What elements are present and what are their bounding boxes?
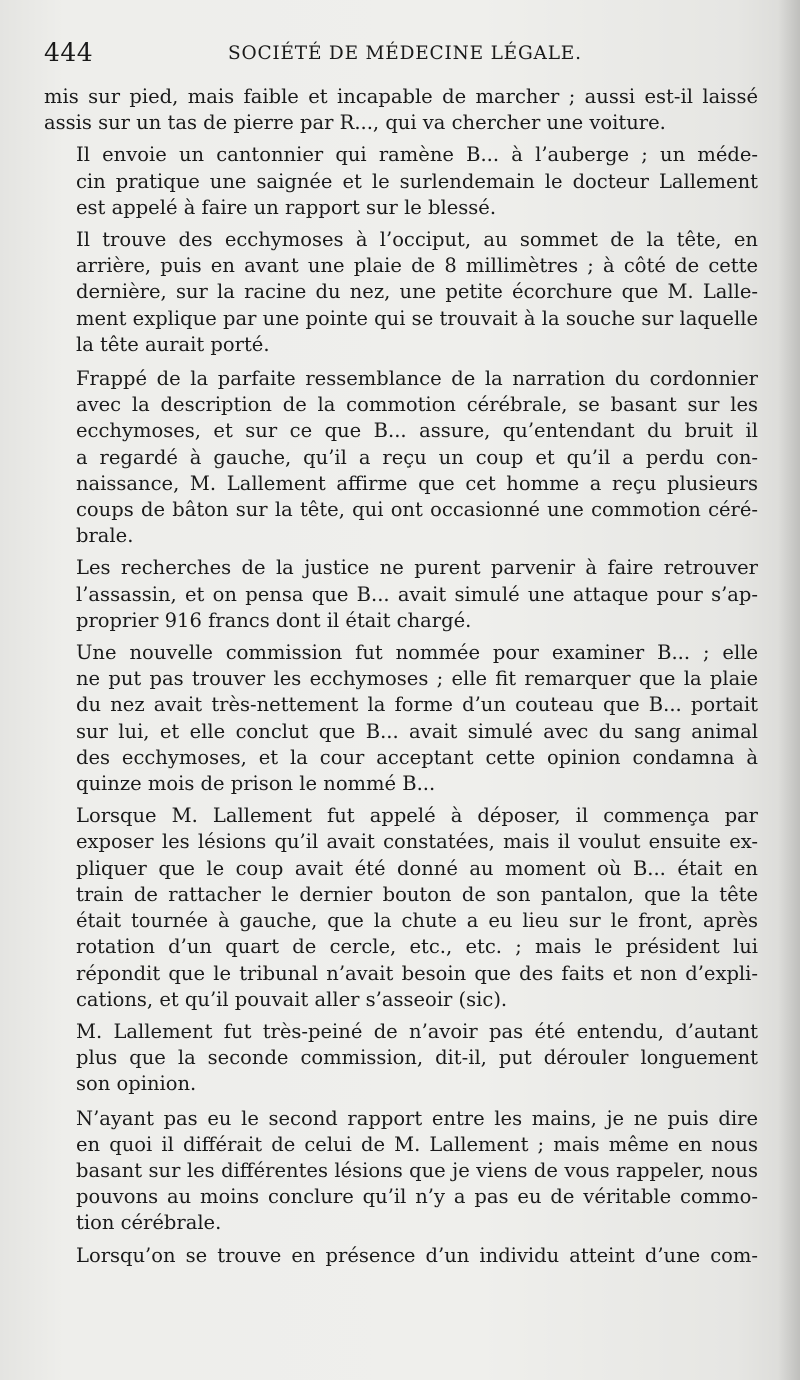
text-line: en quoi il différait de celui de M. Lallement ; mais même en nous <box>76 1132 758 1156</box>
text-line: Lorsque M. Lallement fut appelé à déposer, il commença par <box>76 804 758 828</box>
text-line: sur lui, et elle conclut que B... avait simulé avec du sang animal <box>76 719 758 743</box>
text-line: tion cérébrale. <box>76 1211 222 1235</box>
paragraph <box>44 1243 758 1269</box>
text-line: des ecchymoses, et la cour acceptant cette opinion condamna à <box>76 745 758 769</box>
paragraph <box>44 366 758 549</box>
text-line: brale. <box>76 524 134 548</box>
text-line: répondit que le tribunal n’avait besoin que des faits et non d’expli- <box>76 961 758 985</box>
text-line: Les recherches de la justice ne purent parvenir à faire retrouver <box>76 556 758 580</box>
running-title: SOCIÉTÉ DE MÉDECINE LÉGALE. <box>228 43 582 64</box>
paragraph <box>44 227 758 358</box>
text-line: mis sur pied, mais faible et incapable de marcher ; aussi est-il laissé <box>44 85 758 108</box>
text-line: rotation d’un quart de cercle, etc., etc. ; mais le président lui <box>76 935 758 959</box>
text-line: proprier 916 francs dont il était chargé. <box>76 608 472 632</box>
text-line: dernière, sur la racine du nez, une petite écorchure que M. Lalle- <box>76 280 758 304</box>
text-line: du nez avait très-nettement la forme d’un couteau que B... portait <box>76 693 758 717</box>
text-line: pliquer que le coup avait été donné au moment où B... était en <box>76 856 758 880</box>
text-line: a regardé à gauche, qu’il a reçu un coup et qu’il a perdu con- <box>76 445 758 469</box>
text-line: quinze mois de prison le nommé B... <box>76 772 436 796</box>
text-line: ne put pas trouver les ecchymoses ; elle fit remarquer que la plaie <box>76 667 758 691</box>
text-line: la tête aurait porté. <box>76 332 270 356</box>
paragraph <box>44 84 758 136</box>
text-line: naissance, M. Lallement affirme que cet homme a reçu plusieurs <box>76 471 758 495</box>
text-line: exposer les lésions qu’il avait constatées, mais il voulut ensuite ex- <box>76 830 758 854</box>
text-line: avec la description de la commotion cérébrale, se basant sur les <box>76 393 758 417</box>
text-line: ecchymoses, et sur ce que B... assure, qu’entendant du bruit il <box>76 419 758 443</box>
text-line: cin pratique une saignée et le surlendemain le docteur Lallement <box>76 169 758 193</box>
paragraph <box>44 1106 758 1237</box>
paragraph <box>44 1019 758 1098</box>
body-text <box>44 84 758 1269</box>
text-line: l’assassin, et on pensa que B... avait simulé une attaque pour s’ap- <box>76 582 758 606</box>
text-line: son opinion. <box>76 1072 197 1096</box>
text-line: basant sur les différentes lésions que je viens de vous rappeler, nous <box>76 1158 758 1182</box>
paragraph <box>44 640 758 797</box>
text-line: coups de bâton sur la tête, qui ont occasionné une commotion céré- <box>76 498 758 522</box>
paragraph <box>44 803 758 1013</box>
page-header <box>44 38 754 72</box>
text-line: Frappé de la parfaite ressemblance de la narration du cordonnier <box>76 367 758 391</box>
text-line: N’ayant pas eu le second rapport entre les mains, je ne puis dire <box>76 1106 758 1130</box>
paragraph <box>44 142 758 221</box>
text-line: Une nouvelle commission fut nommée pour examiner B... ; elle <box>76 641 758 665</box>
text-line: arrière, puis en avant une plaie de 8 millimètres ; à côté de cette <box>76 254 758 278</box>
text-line: était tournée à gauche, que la chute a eu lieu sur le front, après <box>76 909 758 933</box>
text-line: Il trouve des ecchymoses à l’occiput, au sommet de la tête, en <box>76 228 758 252</box>
text-line: Il envoie un cantonnier qui ramène B... à l’auberge ; un méde- <box>76 143 758 167</box>
paragraph <box>44 555 758 634</box>
page-number: 444 <box>44 38 94 67</box>
text-line: M. Lallement fut très-peiné de n’avoir pas été entendu, d’autant <box>76 1019 758 1043</box>
text-line: assis sur un tas de pierre par R..., qui va chercher une voiture. <box>44 111 666 135</box>
text-line: Lorsqu’on se trouve en présence d’un individu atteint d’une com- <box>76 1243 758 1267</box>
text-line: pouvons au moins conclure qu’il n’y a pas eu de véritable commo- <box>76 1185 758 1209</box>
text-line: plus que la seconde commission, dit-il, put dérouler longuement <box>76 1046 758 1070</box>
text-line: train de rattacher le dernier bouton de son pantalon, que la tête <box>76 882 758 906</box>
text-line: cations, et qu’il pouvait aller s’asseoir (sic). <box>76 987 508 1011</box>
text-line: ment explique par une pointe qui se trouvait à la souche sur laquelle <box>76 306 758 330</box>
page-edge-shadow <box>778 0 800 1380</box>
text-line: est appelé à faire un rapport sur le blessé. <box>76 195 497 219</box>
